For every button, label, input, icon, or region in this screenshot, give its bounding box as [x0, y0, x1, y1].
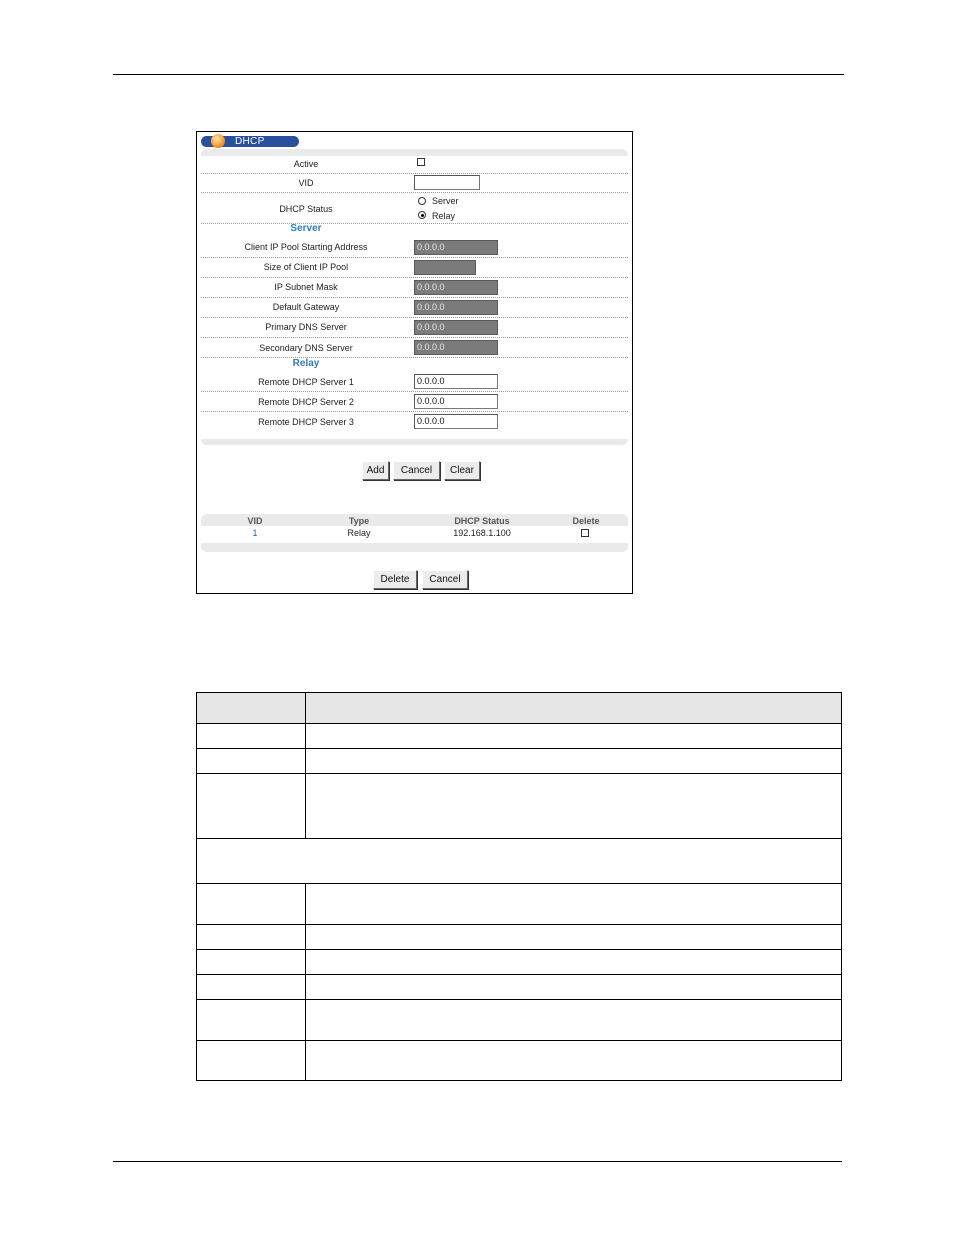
row-default-gateway	[201, 297, 628, 318]
row-remote-dhcp-2	[201, 391, 628, 412]
dhcp-screen	[196, 131, 633, 594]
row-dhcp-status: 192.168.1.100	[453, 528, 511, 538]
desc-row	[197, 1041, 841, 1080]
desc-header-row	[197, 693, 841, 724]
server-radio[interactable]	[418, 197, 426, 205]
desc-row	[197, 950, 841, 975]
relay-radio[interactable]	[418, 211, 426, 219]
col-type-header: Type	[348, 516, 370, 526]
desc-col-divider	[305, 950, 306, 974]
desc-col-divider	[305, 693, 306, 723]
row-type: Relay	[347, 528, 371, 538]
cancel-button[interactable]: Cancel	[393, 461, 440, 480]
col-delete-header: Delete	[572, 516, 600, 526]
client-ip-pool-input[interactable]: 0.0.0.0	[414, 240, 498, 255]
primary-dns-label: Primary DNS Server	[265, 322, 347, 332]
desc-col-divider	[305, 774, 306, 838]
row-dhcp-status	[201, 192, 628, 224]
row-primary-dns	[201, 317, 628, 338]
desc-col-divider	[305, 1000, 306, 1040]
screen-title: DHCP	[235, 136, 265, 147]
desc-row	[197, 724, 841, 749]
desc-col-divider	[305, 724, 306, 748]
row-delete-checkbox[interactable]	[581, 529, 589, 537]
row-active	[201, 156, 628, 174]
add-button[interactable]: Add	[362, 461, 389, 480]
remote-dhcp-2-input[interactable]: 0.0.0.0	[414, 394, 498, 409]
col-dhcp-status-header: DHCP Status	[454, 516, 510, 526]
active-label: Active	[293, 159, 319, 169]
default-gateway-input[interactable]: 0.0.0.0	[414, 300, 498, 315]
client-ip-pool-label: Client IP Pool Starting Address	[244, 242, 368, 252]
dhcp-form	[201, 149, 628, 445]
pool-size-input[interactable]	[414, 260, 476, 275]
vid-label: VID	[298, 178, 314, 188]
row-relay-section	[201, 357, 628, 371]
default-gateway-label: Default Gateway	[272, 302, 340, 312]
desc-col-divider	[305, 749, 306, 773]
desc-row	[197, 925, 841, 950]
desc-row	[197, 975, 841, 1000]
remote-dhcp-3-input[interactable]: 0.0.0.0	[414, 414, 498, 429]
server-section-title: Server	[290, 223, 322, 234]
row-vid-link[interactable]: 1	[252, 528, 258, 538]
clear-button[interactable]: Clear	[444, 461, 480, 480]
subnet-mask-input[interactable]: 0.0.0.0	[414, 280, 498, 295]
primary-dns-input[interactable]: 0.0.0.0	[414, 320, 498, 335]
active-checkbox[interactable]	[417, 158, 425, 166]
col-vid-header: VID	[247, 516, 263, 526]
row-subnet-mask	[201, 277, 628, 298]
desc-col-divider	[305, 975, 306, 999]
dhcp-status-label: DHCP Status	[279, 204, 333, 214]
remote-dhcp-3-label: Remote DHCP Server 3	[258, 417, 354, 427]
remote-dhcp-1-input[interactable]: 0.0.0.0	[414, 374, 498, 389]
row-client-ip-pool	[201, 237, 628, 258]
dhcp-summary-table	[201, 514, 628, 552]
desc-row	[197, 884, 841, 925]
remote-dhcp-1-label: Remote DHCP Server 1	[258, 377, 354, 387]
pool-size-label: Size of Client IP Pool	[263, 262, 349, 272]
desc-row	[197, 774, 841, 839]
vid-input[interactable]	[414, 175, 480, 190]
dhcp-form-body	[201, 156, 628, 439]
delete-button[interactable]: Delete	[373, 570, 417, 589]
relay-radio-label: Relay	[432, 211, 456, 221]
row-remote-dhcp-3	[201, 411, 628, 431]
row-server-section	[201, 223, 628, 237]
row-vid	[201, 173, 628, 193]
desc-col-divider	[305, 884, 306, 924]
row-remote-dhcp-1	[201, 371, 628, 392]
table-row	[201, 526, 628, 543]
desc-row	[197, 1000, 841, 1041]
server-radio-label: Server	[432, 196, 459, 206]
relay-section-title: Relay	[292, 358, 320, 369]
screen-title-pill	[201, 136, 299, 147]
header-rule	[113, 74, 844, 75]
field-description-table	[196, 692, 842, 1081]
subnet-mask-label: IP Subnet Mask	[274, 282, 338, 292]
orb-icon	[211, 134, 225, 148]
bottom-cancel-button[interactable]: Cancel	[422, 570, 468, 589]
desc-col-divider	[305, 1041, 306, 1080]
row-pool-size	[201, 257, 628, 278]
remote-dhcp-2-label: Remote DHCP Server 2	[258, 397, 354, 407]
row-secondary-dns	[201, 337, 628, 358]
desc-col-divider	[305, 925, 306, 949]
desc-section-row	[197, 839, 841, 884]
footer-rule	[113, 1161, 842, 1162]
secondary-dns-input[interactable]: 0.0.0.0	[414, 340, 498, 355]
secondary-dns-label: Secondary DNS Server	[259, 343, 353, 353]
desc-row	[197, 749, 841, 774]
